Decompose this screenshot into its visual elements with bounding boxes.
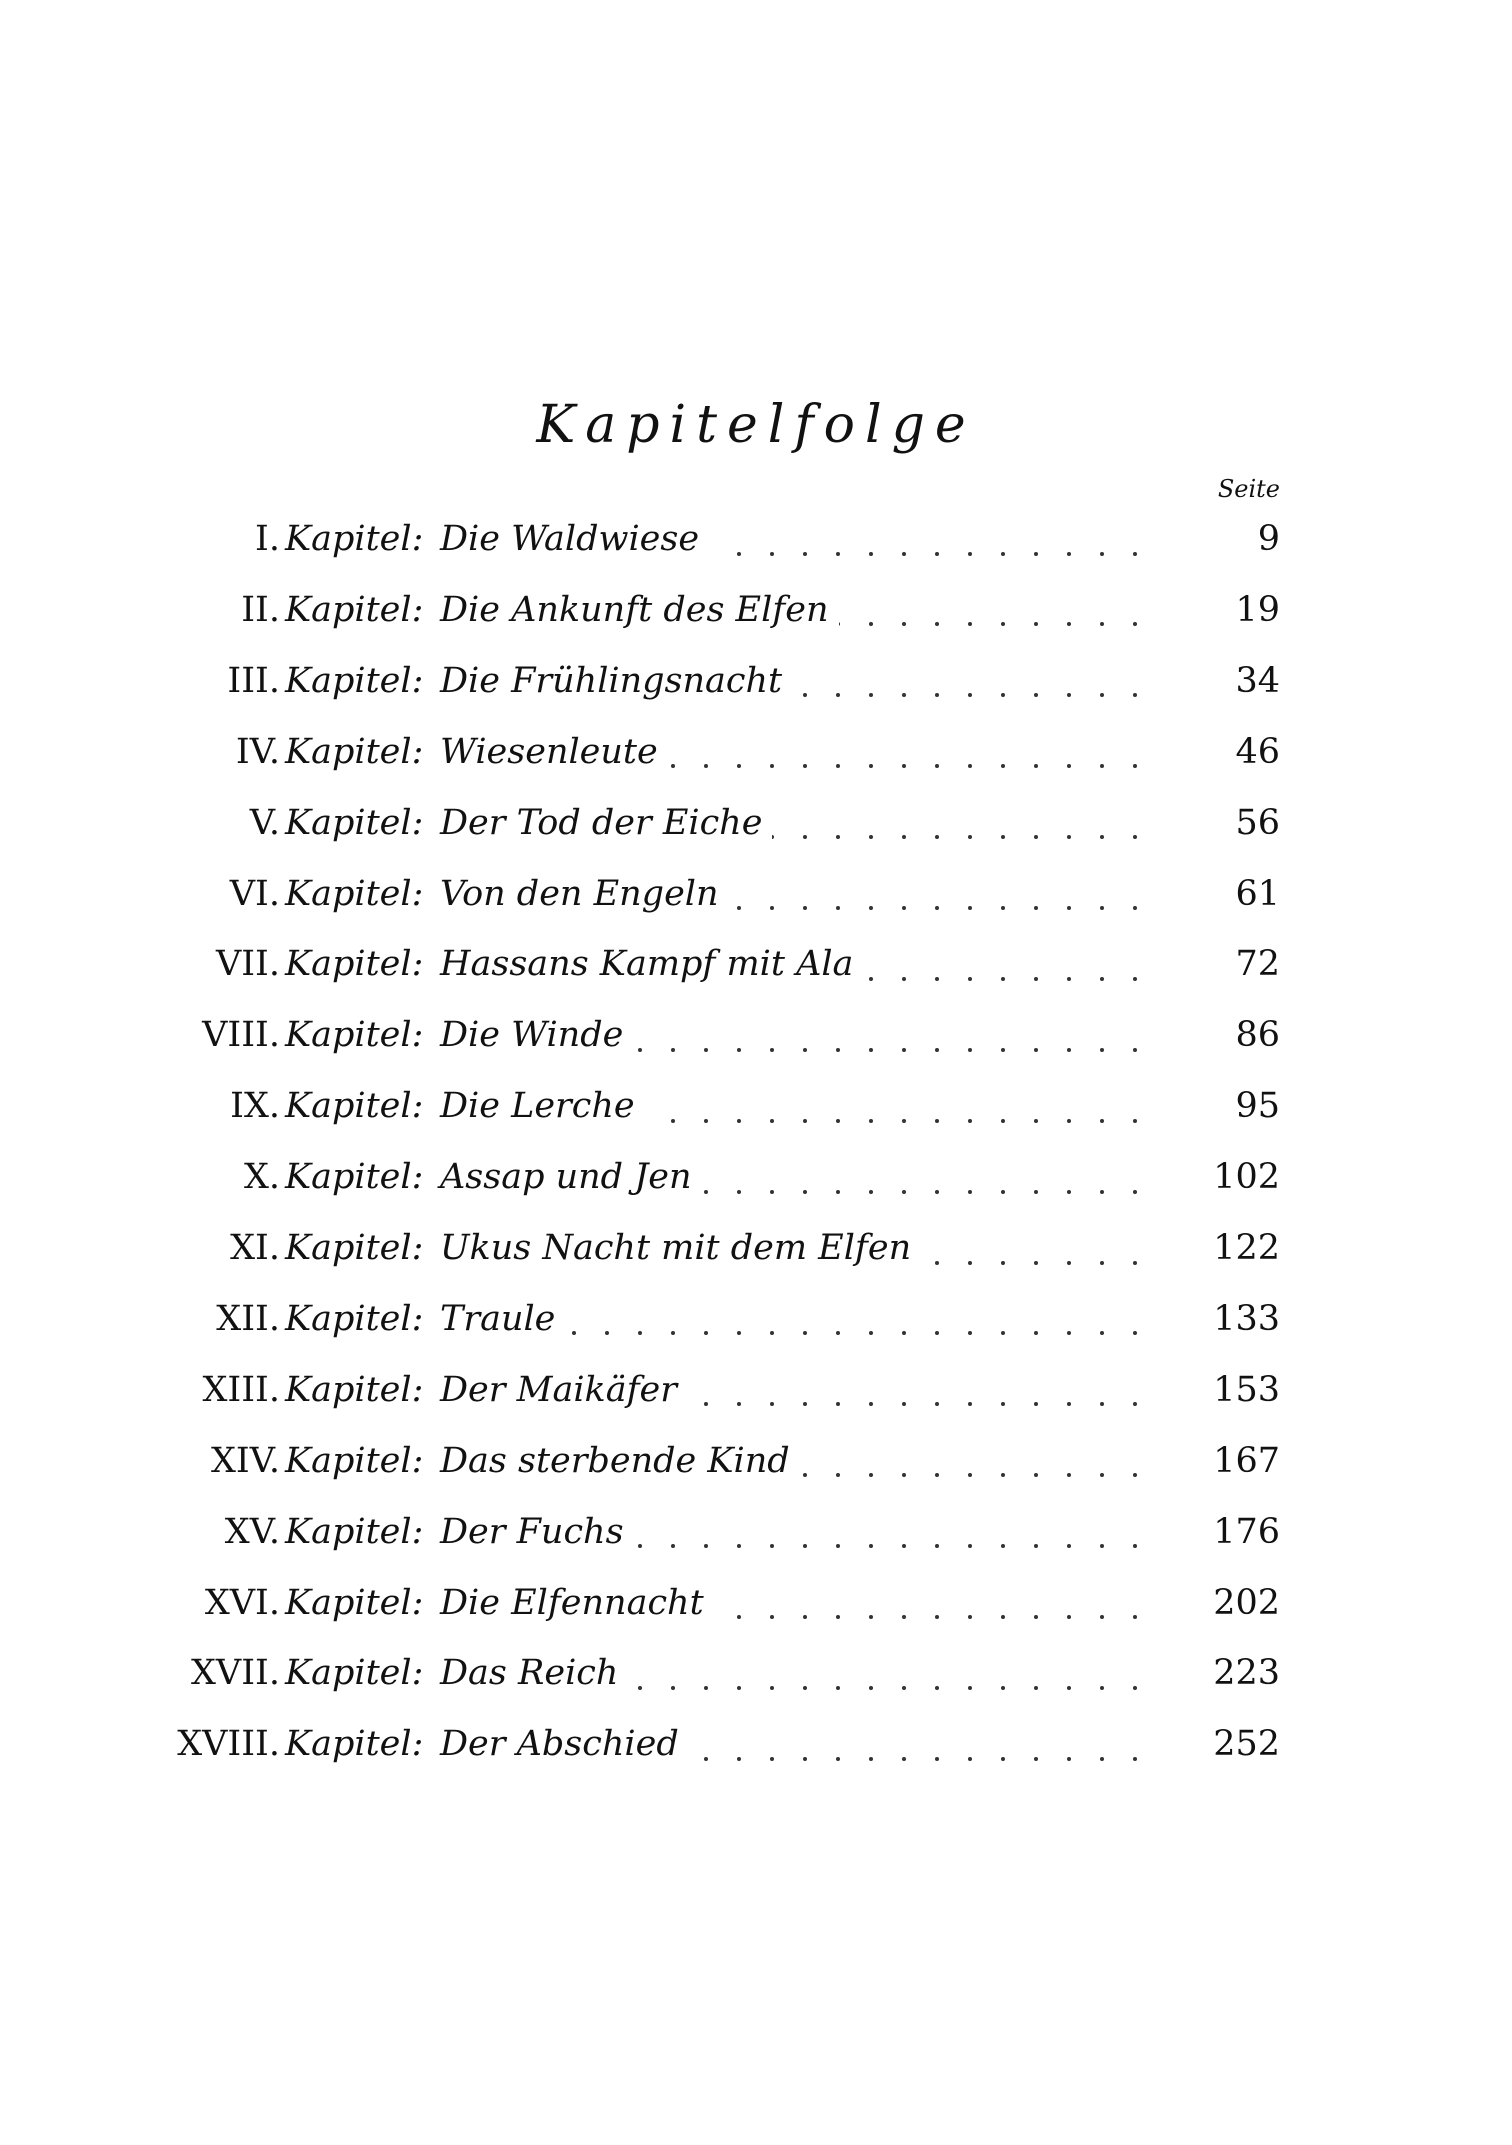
page-number: 56 <box>1190 803 1280 843</box>
chapter-number: XI. <box>230 1228 280 1268</box>
chapter-title: Der Fuchs <box>440 1512 634 1552</box>
chapter-number: X. <box>243 1157 280 1198</box>
chapter-title: Wiesenleute <box>440 732 668 772</box>
chapter-number: XVII. <box>191 1653 280 1694</box>
page-number: 122 <box>1190 1228 1280 1268</box>
toc-entry <box>0 1569 1512 1641</box>
chapter-label: Kapitel: <box>285 1724 424 1765</box>
chapter-number: VI. <box>229 873 280 914</box>
page-title: Kapitelfolge <box>536 395 976 455</box>
chapter-number: XII. <box>216 1298 280 1339</box>
page-column-label: Seite <box>1217 475 1280 503</box>
page-number: 252 <box>1190 1724 1280 1764</box>
chapter-number: VII. <box>215 944 280 985</box>
chapter-title: Das Reich <box>440 1653 628 1693</box>
chapter-label: Kapitel: <box>285 1015 424 1056</box>
chapter-label: Kapitel: <box>285 1511 424 1552</box>
toc-entry <box>0 647 1512 719</box>
chapter-title: Die Lerche <box>440 1086 645 1126</box>
toc-entry <box>0 1427 1512 1499</box>
chapter-number: III. <box>227 660 280 701</box>
page-number: 34 <box>1190 661 1280 701</box>
chapter-title: Die Elfennacht <box>440 1583 714 1623</box>
chapter-number: V. <box>249 802 280 843</box>
chapter-label: Kapitel: <box>285 589 424 630</box>
chapter-number: XIII. <box>202 1369 280 1410</box>
chapter-number: XVIII. <box>177 1724 280 1765</box>
chapter-label: Kapitel: <box>285 1086 424 1127</box>
toc-entry <box>0 505 1512 577</box>
chapter-label: Kapitel: <box>285 1369 424 1410</box>
chapter-title: Assap und Jen <box>440 1157 702 1197</box>
toc-entry <box>0 1072 1512 1144</box>
toc-entry <box>0 789 1512 861</box>
chapter-title: Die Waldwiese <box>440 519 709 559</box>
page-number: 61 <box>1190 874 1280 914</box>
chapter-title: Der Maikäfer <box>440 1370 687 1410</box>
toc-entry <box>0 930 1512 1002</box>
chapter-title: Die Winde <box>440 1015 633 1055</box>
chapter-title: Hassans Kampf mit Ala <box>440 944 863 984</box>
chapter-number: XIV. <box>210 1440 280 1481</box>
toc-entry <box>0 718 1512 790</box>
page-number: 133 <box>1190 1299 1280 1339</box>
page-number: 19 <box>1190 590 1280 630</box>
chapter-title: Der Abschied <box>440 1724 689 1764</box>
toc-entry <box>0 576 1512 648</box>
chapter-number: II. <box>241 589 280 630</box>
chapter-number: XV. <box>224 1511 280 1552</box>
chapter-label: Kapitel: <box>285 1157 424 1198</box>
chapter-number: IX. <box>230 1086 280 1127</box>
chapter-title: Von den Engeln <box>440 874 729 914</box>
toc-entry <box>0 1143 1512 1215</box>
page-number: 102 <box>1190 1157 1280 1197</box>
chapter-label: Kapitel: <box>285 660 424 701</box>
toc-entry <box>0 1214 1512 1286</box>
chapter-title: Die Ankunft des Elfen <box>440 590 839 630</box>
page-number: 223 <box>1190 1653 1280 1693</box>
chapter-title: Das sterbende Kind <box>440 1441 800 1481</box>
toc-entry <box>0 860 1512 932</box>
page-number: 167 <box>1190 1441 1280 1481</box>
chapter-label: Kapitel: <box>285 519 424 559</box>
toc-entry <box>0 1285 1512 1357</box>
chapter-label: Kapitel: <box>285 802 424 843</box>
chapter-title: Die Frühlingsnacht <box>440 661 792 701</box>
page-number: 86 <box>1190 1015 1280 1055</box>
chapter-number: I. <box>255 519 280 559</box>
chapter-label: Kapitel: <box>285 731 424 772</box>
page-number: 9 <box>1190 519 1280 559</box>
page-number: 202 <box>1190 1583 1280 1623</box>
chapter-number: VIII. <box>202 1015 280 1056</box>
chapter-title: Ukus Nacht mit dem Elfen <box>440 1228 921 1268</box>
toc-entry <box>0 1356 1512 1428</box>
chapter-label: Kapitel: <box>285 1653 424 1694</box>
toc-entry <box>0 1498 1512 1570</box>
page-number: 153 <box>1190 1370 1280 1410</box>
page-number: 176 <box>1190 1512 1280 1552</box>
chapter-label: Kapitel: <box>285 1582 424 1623</box>
page-number: 46 <box>1190 732 1280 772</box>
toc-entry <box>0 1001 1512 1073</box>
chapter-label: Kapitel: <box>285 873 424 914</box>
chapter-title: Der Tod der Eiche <box>440 803 772 843</box>
chapter-title: Traule <box>440 1299 565 1339</box>
toc-entry <box>0 1639 1512 1711</box>
chapter-label: Kapitel: <box>285 1440 424 1481</box>
chapter-label: Kapitel: <box>285 1228 424 1268</box>
page-number: 72 <box>1190 944 1280 984</box>
chapter-number: XVI. <box>204 1582 280 1623</box>
chapter-label: Kapitel: <box>285 1298 424 1339</box>
page-number: 95 <box>1190 1086 1280 1126</box>
toc-entry <box>0 1710 1512 1782</box>
chapter-label: Kapitel: <box>285 944 424 985</box>
chapter-number: IV. <box>235 731 280 772</box>
